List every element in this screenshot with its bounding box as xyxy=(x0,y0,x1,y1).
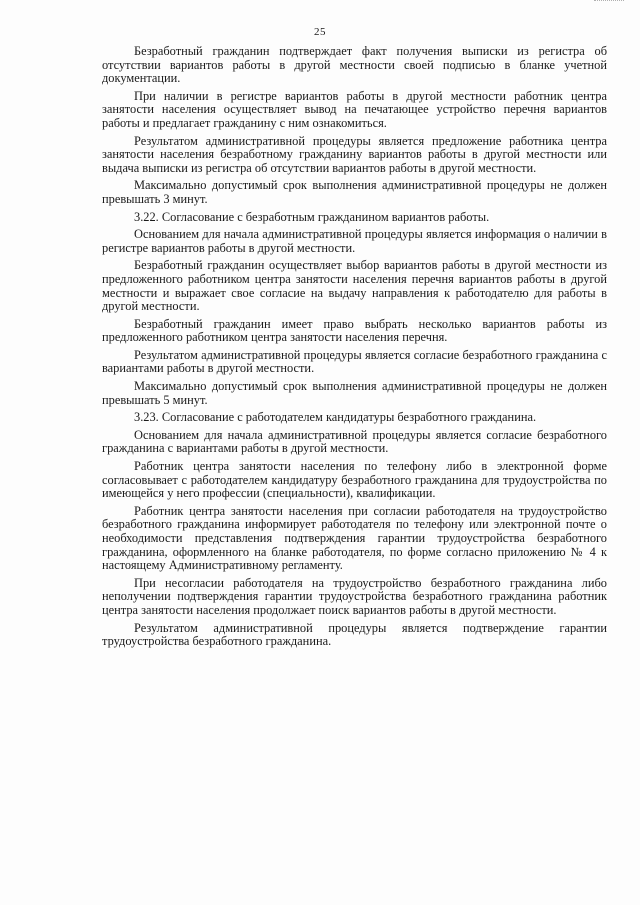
paragraph: Работник центра занятости населения по телефону либо в электронной форме согласовывает с работодателем кандидатуру безработного гражданина для трудоустройства по имеющейся у него профессии (специальности), квалификации. xyxy=(102,459,607,501)
section-heading-3-23: 3.23. Согласование с работодателем кандидатуры безработного гражданина. xyxy=(134,410,537,425)
paragraph: Максимально допустимый срок выполнения административной процедуры не должен превышать 3 минут. xyxy=(102,178,607,206)
paragraph: Результатом административной процедуры является предложение работника центра занятости населения безработному гражданину вариантов работы в другой местности или выдача выписки из регистра об отсутствии вариантов работы в другой местности. xyxy=(102,133,607,175)
page-number: 25 xyxy=(314,26,326,38)
paragraph: При несогласии работодателя на трудоустройство безработного гражданина либо неполучении подтверждения гарантии трудоустройства безработного гражданина работник центра занятости населения продолжает поиск вариантов работы в другой местности. xyxy=(102,575,607,617)
paragraph: Результатом административной процедуры является согласие безработного гражданина с вариантами работы в другой местности. xyxy=(102,347,607,376)
paragraph: Безработный гражданин осуществляет выбор вариантов работы в другой местности из предложенного работником центра занятости населения перечня вариантов работы в другой местности и выражает свое согласие на выдачу направления к работодателю для работы в другой местности. xyxy=(102,258,607,314)
scan-corner-mark xyxy=(594,0,624,3)
paragraph: Результатом административной процедуры является подтверждение гарантии трудоустройства безработного гражданина. xyxy=(102,620,607,649)
paragraph: Безработный гражданин имеет право выбрать несколько вариантов работы из предложенного работником центра занятости населения перечня. xyxy=(102,316,607,345)
paragraph: Основанием для начала административной процедуры является согласие безработного гражданина с вариантами работы в другой местности. xyxy=(102,427,607,456)
paragraph: Безработный гражданин подтверждает факт получения выписки из регистра об отсутствии вариантов работы в другой местности своей подписью в бланке учетной документации. xyxy=(102,44,607,86)
paragraph: Основанием для начала административной процедуры является информация о наличии в регистре вариантов работы в другой местности. xyxy=(102,227,607,255)
paragraph: Максимально допустимый срок выполнения административной процедуры не должен превышать 5 минут. xyxy=(102,379,607,407)
paragraph: Работник центра занятости населения при согласии работодателя на трудоустройство безработного гражданина информирует работодателя по телефону или электронной почте о необходимости представления подтверждения гарантии трудоустройства безработного гражданина, оформленного на бланке работодателя, по форме согласно приложению № 4 к настоящему Административному регламенту. xyxy=(102,503,607,573)
paragraph: При наличии в регистре вариантов работы в другой местности работник центра занятости населения осуществляет вывод на печатающее устройство перечня вариантов работы и предлагает гражданину с ним ознакомиться. xyxy=(102,88,607,130)
section-heading-3-22: 3.22. Согласование с безработным гражданином вариантов работы. xyxy=(134,209,490,224)
document-body xyxy=(102,45,607,653)
